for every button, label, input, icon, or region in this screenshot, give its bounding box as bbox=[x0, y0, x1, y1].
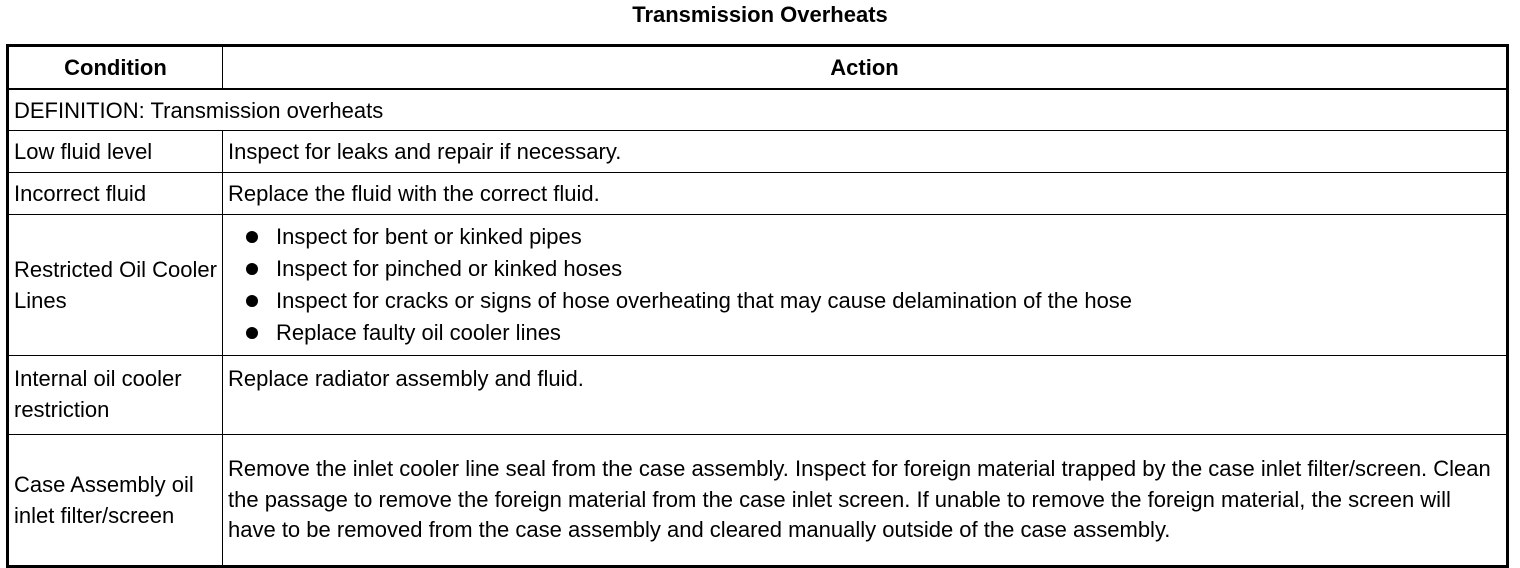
list-item-text: Inspect for pinched or kinked hoses bbox=[276, 256, 623, 281]
bullet-icon bbox=[246, 263, 258, 275]
action-cell bbox=[223, 215, 1508, 356]
list-item bbox=[228, 221, 1501, 253]
definition-row bbox=[8, 89, 1508, 131]
bullet-icon bbox=[246, 295, 258, 307]
condition-cell: Restricted Oil Cooler Lines bbox=[8, 215, 223, 356]
action-cell: Replace radiator assembly and fluid. bbox=[223, 356, 1508, 435]
column-header-condition: Condition bbox=[8, 46, 223, 90]
condition-cell: Internal oil cooler restriction bbox=[8, 356, 223, 435]
table-header-row bbox=[8, 46, 1508, 90]
table-row bbox=[8, 131, 1508, 173]
table-row bbox=[8, 435, 1508, 567]
list-item bbox=[228, 285, 1501, 317]
column-header-action: Action bbox=[223, 46, 1508, 90]
table-row bbox=[8, 215, 1508, 356]
bullet-icon bbox=[246, 327, 258, 339]
table-row bbox=[8, 173, 1508, 215]
bullet-icon bbox=[246, 231, 258, 243]
list-item-text: Inspect for bent or kinked pipes bbox=[276, 224, 582, 249]
condition-cell: Incorrect fluid bbox=[8, 173, 223, 215]
definition-cell: DEFINITION: Transmission overheats bbox=[8, 89, 1508, 131]
list-item bbox=[228, 253, 1501, 285]
action-bullet-list bbox=[228, 221, 1501, 349]
table-row bbox=[8, 356, 1508, 435]
condition-cell: Case Assembly oil inlet filter/screen bbox=[8, 435, 223, 567]
action-cell: Replace the fluid with the correct fluid. bbox=[223, 173, 1508, 215]
list-item-text: Replace faulty oil cooler lines bbox=[276, 320, 561, 345]
action-cell: Inspect for leaks and repair if necessary. bbox=[223, 131, 1508, 173]
condition-cell: Low fluid level bbox=[8, 131, 223, 173]
page-title: Transmission Overheats bbox=[632, 2, 888, 27]
list-item bbox=[228, 317, 1501, 349]
list-item-text: Inspect for cracks or signs of hose overheating that may cause delamination of the hose bbox=[276, 288, 1133, 313]
action-cell: Remove the inlet cooler line seal from the case assembly. Inspect for foreign material trapped by the case inlet filter/screen. Clean the passage to remove the foreign material from the case inlet screen. If unable to remove the foreign material, the screen will have to be removed from the case assembly and cleared manually outside of the case assembly. bbox=[223, 435, 1508, 567]
diagnostic-table bbox=[6, 44, 1509, 568]
